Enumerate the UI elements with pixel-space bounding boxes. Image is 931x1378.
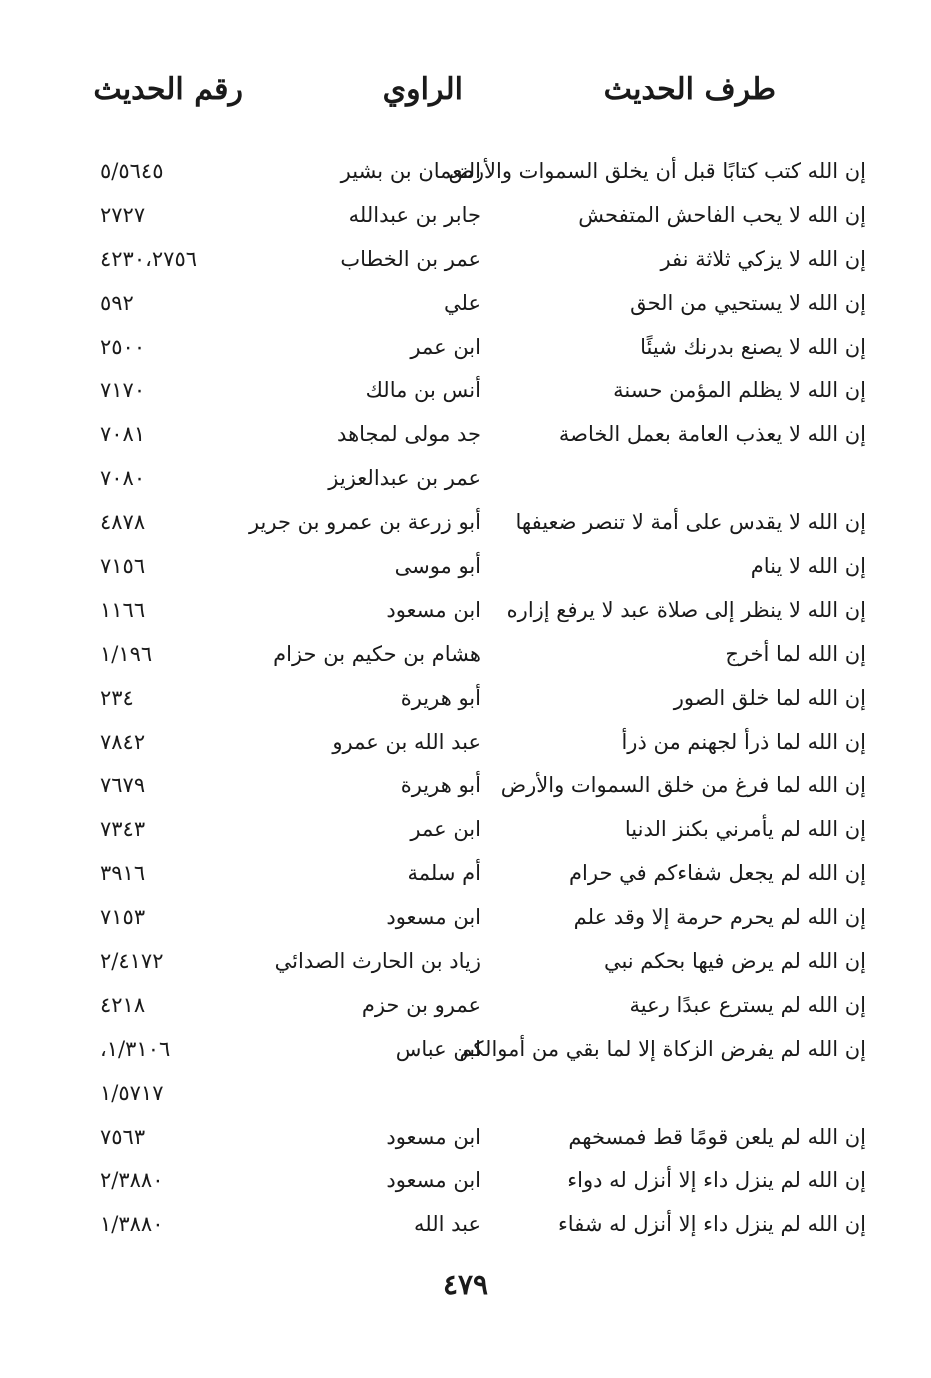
narrator: أبو هريرة — [400, 773, 481, 798]
hadith-number: ٧١٧٠ — [100, 378, 146, 403]
hadith-number: ٢/٣٨٨٠ — [100, 1168, 164, 1193]
table-row — [0, 987, 931, 1031]
hadith-text: إن الله لا يزكي ثلاثة نفر — [660, 246, 866, 271]
hadith-text: إن الله لم ينزل داء إلا أنزل له شفاء — [557, 1212, 866, 1237]
hadith-text: إن الله لا يظلم المؤمن حسنة — [613, 378, 866, 403]
narrator: ابن عمر — [410, 334, 481, 359]
header-hadith-number: رقم الحديث — [93, 72, 243, 107]
hadith-number: ٧٠٨٠ — [100, 466, 146, 491]
table-row — [0, 636, 931, 680]
table-row — [0, 943, 931, 987]
hadith-number: ٧٦٧٩ — [100, 773, 146, 798]
table-row — [0, 1075, 931, 1119]
table-row — [0, 1031, 931, 1075]
narrator: أبو زرعة بن عمرو بن جرير — [248, 510, 481, 535]
narrator: جابر بن عبدالله — [348, 202, 481, 227]
hadith-number: ٢٣٤ — [100, 685, 134, 710]
hadith-number: ٧١٥٣ — [100, 905, 146, 930]
hadith-text: إن الله لا يصنع بدرنك شيئًا — [640, 334, 866, 359]
table-row — [0, 548, 931, 592]
table-row — [0, 1119, 931, 1163]
table-row — [0, 285, 931, 329]
hadith-number: ٢٥٠٠ — [100, 334, 146, 359]
table-row — [0, 1162, 931, 1206]
hadith-number: ٧٨٤٢ — [100, 729, 146, 754]
narrator: علي — [444, 290, 481, 315]
hadith-text: إن الله لم يفرض الزكاة إلا لما بقي من أموالكم — [459, 1036, 866, 1061]
table-row — [0, 416, 931, 460]
table-header — [0, 72, 931, 132]
narrator: زياد بن الحارث الصدائي — [274, 949, 481, 974]
header-narrator: الراوي — [382, 72, 463, 107]
hadith-number: ٤٢٣٠،٢٧٥٦ — [100, 246, 198, 271]
narrator: هشام بن حكيم بن حزام — [273, 641, 481, 666]
table-row — [0, 504, 931, 548]
table-row — [0, 241, 931, 285]
table-row — [0, 811, 931, 855]
narrator: ابن مسعود — [386, 1124, 481, 1149]
hadith-text: إن الله لا يستحيي من الحق — [630, 290, 866, 315]
hadith-number: ٤٢١٨ — [100, 992, 146, 1017]
hadith-text: إن الله لا يحب الفاحش المتفحش — [578, 202, 866, 227]
hadith-index-table — [0, 153, 931, 1250]
header-hadith: طرف الحديث — [603, 72, 776, 107]
hadith-text: إن الله لما أخرج — [725, 641, 866, 666]
page-number: ٤٧٩ — [442, 1268, 489, 1301]
hadith-text: إن الله لم يرض فيها بحكم نبي — [603, 949, 866, 974]
hadith-number: ٧١٥٦ — [100, 554, 146, 579]
hadith-number: ٧٣٤٣ — [100, 817, 146, 842]
hadith-number: ٣٩١٦ — [100, 861, 146, 886]
hadith-text: إن الله لا ينظر إلى صلاة عبد لا يرفع إزاره — [506, 597, 866, 622]
hadith-number: ٤٨٧٨ — [100, 510, 146, 535]
narrator: ابن عمر — [410, 817, 481, 842]
narrator: أم سلمة — [407, 861, 481, 886]
table-row — [0, 372, 931, 416]
hadith-text: إن الله لم يجعل شفاءكم في حرام — [569, 861, 866, 886]
narrator: ابن مسعود — [386, 1168, 481, 1193]
hadith-text: إن الله لا يقدس على أمة لا تنصر ضعيفها — [515, 510, 866, 535]
narrator: عبد الله — [413, 1212, 481, 1237]
hadith-number: ٢/٤١٧٢ — [100, 949, 164, 974]
hadith-text: إن الله لما خلق الصور — [673, 685, 866, 710]
narrator: عبد الله بن عمرو — [332, 729, 481, 754]
hadith-text: إن الله لما ذرأ لجهنم من ذرأ — [621, 729, 866, 754]
hadith-number: ١/٣٨٨٠ — [100, 1212, 164, 1237]
hadith-text: إن الله لم يسترع عبدًا رعية — [629, 992, 866, 1017]
hadith-number: ١/٣١٠٦، — [100, 1036, 171, 1061]
table-row — [0, 680, 931, 724]
hadith-text: إن الله كتب كتابًا قبل أن يخلق السموات والأرض — [448, 159, 866, 183]
narrator: ابن مسعود — [386, 597, 481, 622]
hadith-number: ٥/٥٦٤٥ — [100, 159, 164, 183]
hadith-text: إن الله لم يأمرني بكنز الدنيا — [624, 817, 866, 842]
hadith-number: ٥٩٢ — [100, 290, 134, 315]
narrator: النعمان بن بشير — [340, 159, 481, 183]
narrator: عمر بن الخطاب — [340, 246, 481, 271]
table-row — [0, 724, 931, 768]
narrator: عمرو بن حزم — [361, 992, 481, 1017]
hadith-number: ٢٧٢٧ — [100, 202, 146, 227]
narrator: ابن مسعود — [386, 905, 481, 930]
table-row — [0, 1206, 931, 1250]
narrator: عمر بن عبدالعزيز — [328, 466, 481, 491]
table-row — [0, 329, 931, 373]
hadith-text: إن الله لا ينام — [750, 554, 866, 579]
hadith-number: ١١٦٦ — [100, 597, 146, 622]
table-row — [0, 767, 931, 811]
narrator: أبو هريرة — [400, 685, 481, 710]
hadith-text: إن الله لم يلعن قومًا قط فمسخهم — [568, 1124, 866, 1149]
hadith-text: إن الله لم ينزل داء إلا أنزل له دواء — [567, 1168, 866, 1193]
narrator: أبو موسى — [394, 554, 481, 579]
table-row — [0, 899, 931, 943]
narrator: أنس بن مالك — [365, 378, 481, 403]
hadith-text: إن الله لما فرغ من خلق السموات والأرض — [500, 773, 866, 798]
narrator: جد مولى لمجاهد — [337, 422, 481, 447]
narrator: ابن عباس — [395, 1036, 481, 1061]
hadith-number: ١/١٩٦ — [100, 641, 153, 666]
hadith-text: إن الله لم يحرم حرمة إلا وقد علم — [573, 905, 866, 930]
table-row — [0, 592, 931, 636]
table-row — [0, 153, 931, 197]
hadith-number: ١/٥٧١٧ — [100, 1080, 164, 1105]
hadith-number: ٧٠٨١ — [100, 422, 146, 447]
hadith-text: إن الله لا يعذب العامة بعمل الخاصة — [558, 422, 866, 447]
table-row — [0, 197, 931, 241]
hadith-number: ٧٥٦٣ — [100, 1124, 146, 1149]
table-row — [0, 460, 931, 504]
table-row — [0, 855, 931, 899]
